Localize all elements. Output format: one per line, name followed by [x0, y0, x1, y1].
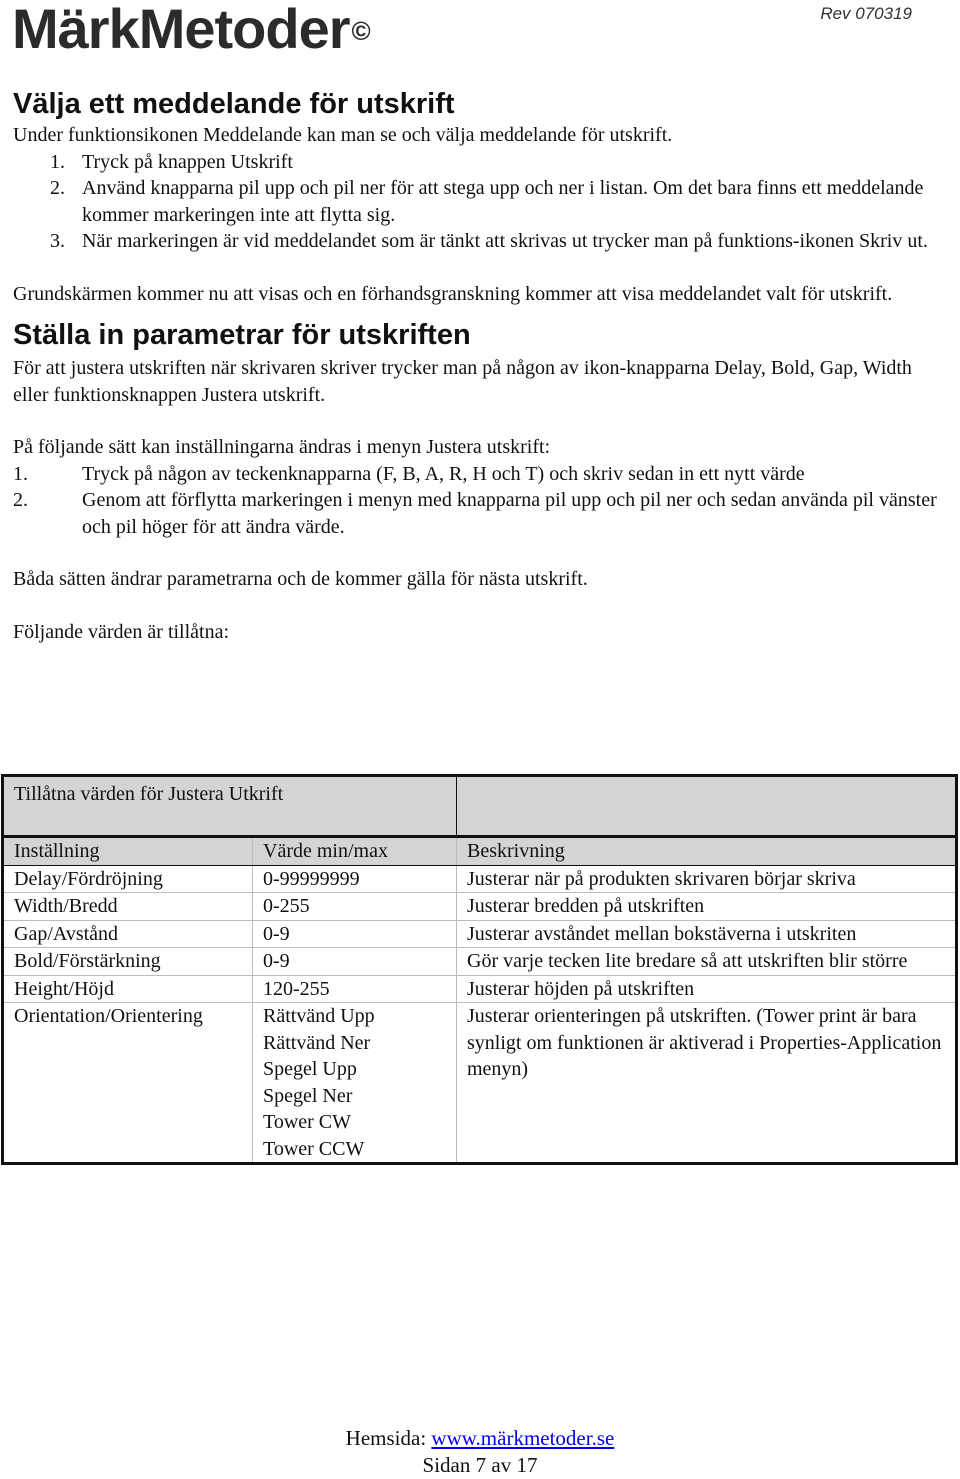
table-row: [3, 1003, 957, 1164]
cell-description: Justerar höjden på utskriften: [457, 975, 957, 1003]
section-title-select-message: Välja ett meddelande för utskrift: [13, 88, 455, 120]
cell-description: Gör varje tecken lite bredare så att utskriften blir större: [457, 948, 957, 976]
table-row: [3, 893, 957, 921]
section1-steps: [13, 149, 948, 255]
cell-value: 0-99999999: [253, 865, 457, 893]
list-item: [13, 461, 948, 488]
section1-intro: Under funktionsikonen Meddelande kan man se och välja meddelande för utskrift.: [13, 124, 673, 146]
list-text: Använd knapparna pil upp och pil ner för att stega upp och ner i listan. Om det bara finns ett meddelande kommer markeringen inte att flytta sig.: [82, 177, 924, 226]
column-header-setting: Inställning: [3, 837, 253, 866]
cell-setting: Width/Bredd: [3, 893, 253, 921]
section1-outro: Grundskärmen kommer nu att visas och en förhandsgranskning kommer att visa meddelandet valt för utskrift.: [13, 282, 893, 305]
orientation-option: Spegel Upp: [263, 1058, 357, 1080]
section2-steps: [13, 461, 948, 541]
cell-value-list: [253, 1003, 457, 1164]
list-item: [13, 228, 948, 255]
section2-lead: På följande sätt kan inställningarna ändras i menyn Justera utskrift:: [13, 436, 551, 458]
list-text: Tryck på knappen Utskrift: [82, 150, 293, 173]
orientation-option: Rättvänd Upp: [263, 1005, 375, 1027]
page-footer: [0, 1425, 960, 1479]
cell-setting: Height/Höjd: [3, 975, 253, 1003]
section2-allowed: Följande värden är tillåtna:: [13, 620, 230, 643]
column-header-value: Värde min/max: [253, 837, 457, 866]
logo-text: MärkMetoder: [12, 0, 350, 60]
list-number: 2.: [50, 177, 65, 199]
revision-label: Rev 070319: [820, 4, 912, 23]
list-text: När markeringen är vid meddelandet som är tänkt att skrivas ut trycker man på funktions-ikonen Skriv ut.: [82, 230, 928, 252]
table-header-row: [3, 837, 957, 866]
homepage-label: Hemsida:: [345, 1426, 427, 1450]
list-number: 1.: [13, 462, 28, 485]
orientation-option: Rättvänd Ner: [263, 1031, 371, 1054]
orientation-option: Spegel Ner: [263, 1084, 353, 1107]
cell-description: Justerar bredden på utskriften: [457, 893, 957, 921]
cell-setting: Bold/Förstärkning: [3, 948, 253, 976]
list-number: 1.: [50, 150, 65, 173]
list-number: 2.: [13, 489, 28, 511]
table-caption: Tillåtna värden för Justera Utkrift: [3, 776, 457, 837]
section-title-print-parameters: Ställa in parametrar för utskriften: [13, 319, 471, 351]
list-item: [13, 175, 948, 228]
section2-both: Båda sätten ändrar parametrarna och de kommer gälla för nästa utskrift.: [13, 568, 588, 590]
document-body: [13, 86, 948, 645]
column-header-description: Beskrivning: [457, 837, 957, 866]
table-row: [3, 920, 957, 948]
cell-description: Justerar när på produkten skrivaren börjar skriva: [457, 865, 957, 893]
homepage-link[interactable]: www.märkmetoder.se: [431, 1426, 615, 1450]
copyright-symbol: ©: [351, 16, 371, 46]
table-row: [3, 975, 957, 1003]
section2-intro: För att justera utskriften när skrivaren skriver trycker man på någon av ikon-knapparna Delay, Bold, Gap, Width eller funktionsknappen Justera utskrift.: [13, 357, 912, 406]
orientation-option: Tower CCW: [263, 1137, 365, 1160]
table-row: [3, 865, 957, 893]
cell-setting: Gap/Avstånd: [3, 920, 253, 948]
cell-value: 0-9: [253, 920, 457, 948]
list-text: Genom att förflytta markeringen i menyn med knapparna pil upp och pil ner och sedan använda pil vänster och pil höger för att ändra värde.: [82, 489, 937, 538]
cell-value: 0-9: [253, 948, 457, 976]
homepage-line: [0, 1425, 960, 1452]
company-logo: [12, 0, 371, 58]
orientation-option: Tower CW: [263, 1111, 352, 1133]
cell-description: Justerar orienteringen på utskriften. (Tower print är bara synligt om funktionen är aktiverad i Properties-Application menyn): [457, 1003, 957, 1164]
cell-description: Justerar avståndet mellan bokstäverna i utskriten: [457, 920, 957, 948]
cell-value: 0-255: [253, 893, 457, 921]
cell-value: 120-255: [253, 975, 457, 1003]
cell-setting: Delay/Fördröjning: [3, 865, 253, 893]
cell-setting: Orientation/Orientering: [3, 1003, 253, 1164]
list-text: Tryck på någon av teckenknapparna (F, B, A, R, H och T) och skriv sedan in ett nytt värde: [82, 462, 805, 485]
page-number: Sidan 7 av 17: [422, 1453, 538, 1477]
list-number: 3.: [50, 230, 65, 252]
table-caption-empty: [457, 776, 957, 837]
list-item: [13, 487, 948, 540]
list-item: [13, 149, 948, 176]
table-row: [3, 948, 957, 976]
allowed-values-table: [1, 774, 958, 1165]
table-caption-row: [3, 776, 957, 837]
